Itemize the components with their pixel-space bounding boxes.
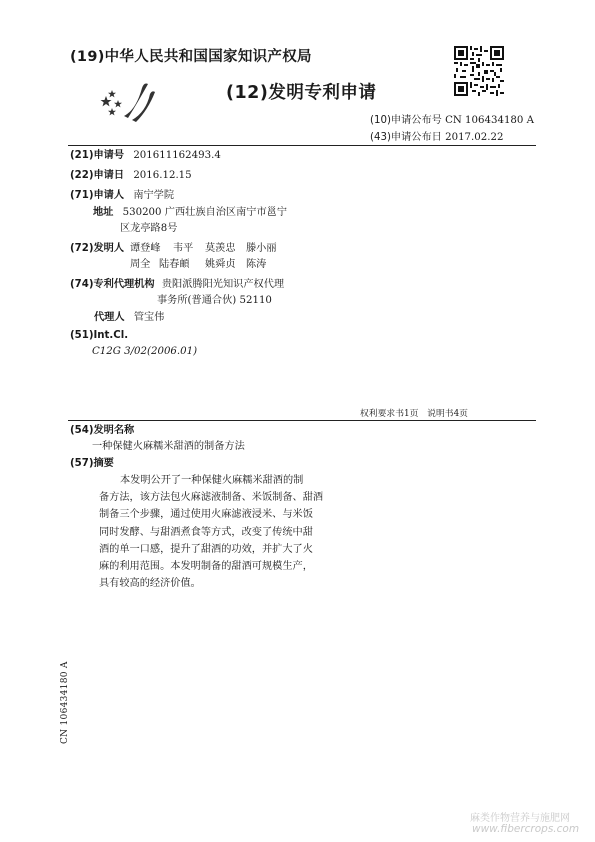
invention-title-label: (54)发明名称: [70, 425, 135, 436]
inventor-name: 周全: [130, 259, 151, 270]
publication-info: [370, 112, 534, 146]
address-label: 地址: [93, 207, 114, 218]
abstract-label: (57)摘要: [70, 458, 114, 469]
header-divider: [68, 145, 536, 146]
publication-number-label: (10)申请公布号: [370, 115, 442, 126]
agent-field: [94, 311, 164, 325]
ipc-label: (51)Int.Cl.: [70, 330, 129, 341]
page-count: 权利要求书1页 说明书4页: [360, 409, 468, 419]
inventor-name: 陈涛: [246, 259, 267, 270]
abstract-line: 同时发酵、与甜酒煮食等方式，改变了传统中甜: [99, 526, 313, 538]
section-divider: [68, 420, 536, 421]
document-type: (12)发明专利申请: [226, 83, 377, 103]
address-line-2: 区龙亭路8号: [120, 223, 178, 234]
inventor-name: 姚舜贞: [205, 259, 236, 270]
publication-date-label: (43)申请公布日: [370, 132, 442, 143]
applicant-field: [70, 189, 174, 203]
agency-line-1: 贵阳派腾阳光知识产权代理: [161, 279, 285, 290]
side-publication-number: CN 106434180 A: [60, 661, 70, 744]
abstract-line: 具有较高的经济价值。: [99, 578, 201, 590]
inventor-name: 滕小丽: [246, 243, 277, 254]
inventor-name: 陆春頔: [159, 259, 190, 270]
agent: 管宝伟: [133, 312, 165, 323]
watermark-url: www.fibercrops.com: [472, 823, 580, 835]
application-date-field: [70, 169, 192, 183]
abstract-line: 本发明公开了一种保健火麻糯米甜酒的制: [120, 475, 304, 486]
applicant-label: (71)申请人: [70, 190, 125, 201]
application-date: 2016.12.15: [133, 170, 192, 181]
agency-line-2: 事务所(普通合伙) 52110: [157, 295, 272, 306]
abstract-line: 酒的单一口感，提升了甜酒的功效，并扩大了火: [99, 543, 313, 555]
address-line-1: 530200 广西壮族自治区南宁市邕宁: [122, 207, 288, 218]
office-name: (19)中华人民共和国国家知识产权局: [70, 49, 312, 65]
publication-number: CN 106434180 A: [445, 115, 534, 126]
address-field: [93, 206, 287, 220]
invention-title: 一种保健火麻糯米甜酒的制备方法: [92, 441, 245, 452]
agent-label: 代理人: [94, 312, 125, 323]
abstract-line: 麻的利用范围。本发明制备的甜酒可规模生产，: [99, 561, 313, 573]
applicant: 南宁学院: [133, 190, 175, 201]
application-number-field: [70, 149, 221, 163]
agency-field: [70, 278, 284, 292]
agency-label: (74)专利代理机构: [70, 279, 155, 290]
inventor-name: 莫羡忠: [205, 243, 236, 254]
inventor-name: 谭登峰: [130, 243, 161, 254]
ipc-classification: C12G 3/02(2006.01): [92, 346, 198, 357]
inventor-name: 韦平: [173, 243, 194, 254]
abstract-line: 备方法，该方法包火麻滤液制备、米饭制备、甜酒: [99, 492, 324, 504]
ipc-field: [70, 329, 128, 343]
inventors-field: [70, 242, 124, 256]
watermark-text: 麻类作物营养与施肥网: [470, 813, 570, 824]
cnipa-logo-icon: [98, 80, 158, 124]
abstract-body: [99, 472, 324, 592]
application-date-label: (22)申请日: [70, 170, 125, 181]
publication-date: 2017.02.22: [445, 132, 504, 143]
application-number: 201611162493.4: [133, 150, 221, 161]
abstract-line: 制备三个步骤，通过使用火麻滤液浸米、与米饭: [99, 509, 313, 521]
inventors-label: (72)发明人: [70, 243, 125, 254]
qr-code-icon: [454, 46, 504, 96]
application-number-label: (21)申请号: [70, 150, 125, 161]
